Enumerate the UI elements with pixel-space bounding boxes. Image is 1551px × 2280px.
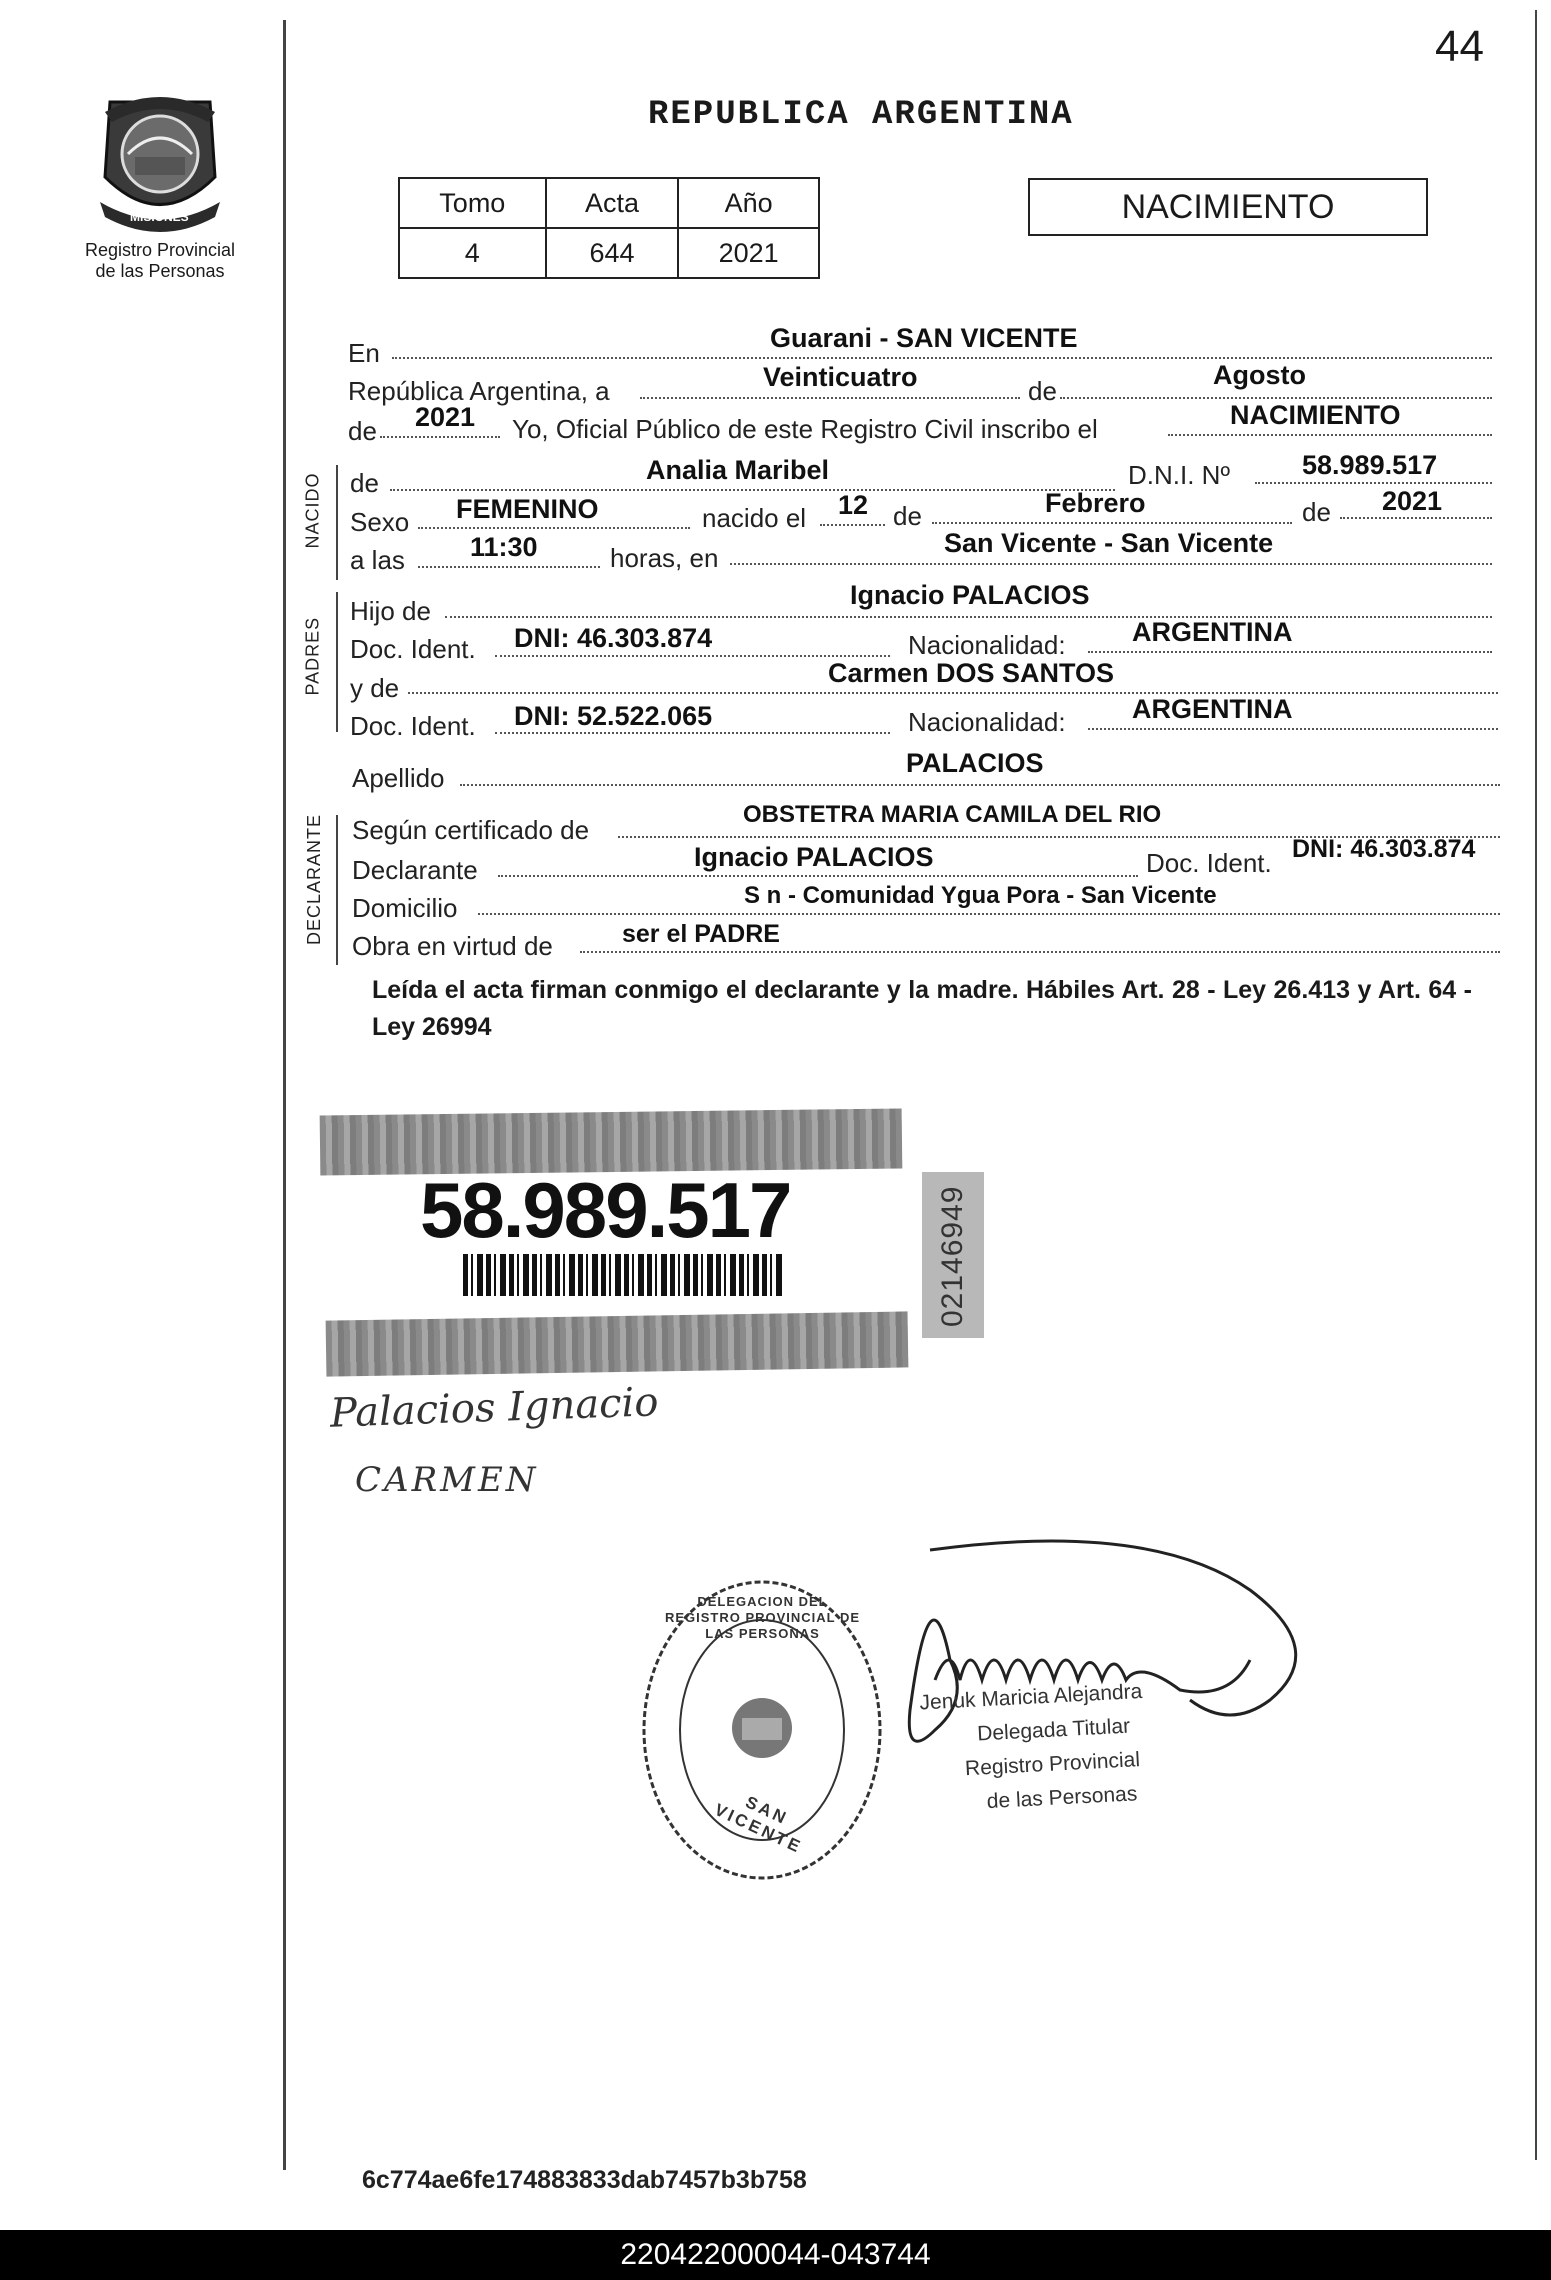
anio-header: Año [678,178,819,228]
obra-label: Obra en virtud de [352,931,553,961]
time-value: 11:30 [470,532,538,562]
dotted-line [498,875,1138,877]
document-hash: 6c774ae6fe174883833dab7457b3b758 [362,2166,807,2194]
logo-top-text: PROVINCIA DE [125,88,205,100]
dotted-line [1340,517,1492,519]
official-name-block [919,1666,1326,1823]
sticker-bottom-band [326,1311,909,1376]
mother-nac-value: ARGENTINA [1132,694,1293,724]
official-office-line-1: Registro Provincial [964,1748,1141,1781]
obra-value: ser el PADRE [622,920,780,948]
misiones-logo [90,82,230,232]
declarante-label: Declarante [352,855,478,885]
dotted-line [460,784,1500,786]
right-margin-line [1535,10,1537,2160]
dotted-line [495,732,890,734]
sticker-barcode [463,1254,785,1296]
nacido-section-label: NACIDO [302,472,323,549]
cert-value: OBSTETRA MARIA CAMILA DEL RIO [743,801,1162,828]
dotted-line [1255,482,1492,484]
dotted-line [932,522,1292,524]
dotted-line [730,563,1492,565]
de-label: de [893,501,922,531]
dotted-line [1088,651,1492,653]
anio-value: 2021 [678,228,819,278]
padres-section-label: PADRES [302,616,323,696]
nacido-bracket [336,465,338,580]
dotted-line [1168,434,1492,436]
de-label: de [1028,376,1057,406]
closing-text: Leída el acta firman conmigo el declarante y la madre. Hábiles Art. 28 - Ley 26.413 y Art. 64 - Ley 26994 [372,976,1472,1041]
sexo-label: Sexo [350,507,410,537]
logo-bottom-text: MISIONES [130,210,189,224]
official-title: Delegada Titular [976,1714,1131,1746]
domicilio-label: Domicilio [352,893,458,923]
cert-label: Según certificado de [352,815,590,845]
official-stamp [640,1578,885,1883]
declarante-value: Ignacio PALACIOS [694,842,934,872]
dotted-line [495,655,890,657]
logo-caption [50,240,270,282]
birth-month-value: Febrero [1045,488,1146,518]
declarante-bracket [336,815,338,965]
day-value: Veinticuatro [763,362,918,392]
footer-bar [0,2230,1551,2280]
sexo-value: FEMENINO [456,494,599,524]
y-de-label: y de [350,673,400,703]
dni-label: D.N.I. Nº [1128,460,1230,490]
stamp-outer-text: DELEGACION DEL REGISTRO PROVINCIAL DE LAS PERSONAS [664,1594,861,1641]
dotted-line [640,397,1020,399]
apellido-label: Apellido [352,763,445,793]
mother-nac-label: Nacionalidad: [908,707,1066,737]
sticker-side-code: 02146949 [936,1185,969,1327]
en-value: Guarani - SAN VICENTE [770,323,1078,353]
horas-label: horas, en [610,543,719,573]
oficial-text: Yo, Oficial Público de este Registro Civil inscribo el [512,414,1098,444]
dni-value: 58.989.517 [1302,450,1438,480]
father-doc-value: DNI: 46.303.874 [514,623,713,653]
dotted-line [580,951,1500,953]
father-nac-value: ARGENTINA [1132,617,1293,647]
mother-signature: CARMEN [355,1460,539,1500]
acta-value: 644 [546,228,679,278]
birth-day-value: 12 [838,490,869,520]
sticker-number: 58.989.517 [420,1166,791,1254]
birth-place-value: San Vicente - San Vicente [944,528,1274,558]
acta-header: Acta [546,178,679,228]
stamp-inner-text: SAN VICENTE [711,1792,806,1858]
record-type-box: NACIMIENTO [1028,178,1428,236]
declarante-doc-label: Doc. Ident. [1146,848,1272,878]
footer-code: 220422000044-043744 [620,2238,931,2271]
padres-bracket [336,592,338,732]
declarante-doc-value: DNI: 46.303.874 [1292,835,1476,863]
child-name-value: Analia Maribel [646,455,830,485]
month-value: Agosto [1213,360,1306,390]
mother-doc-label: Doc. Ident. [350,711,476,741]
nacido-el-label: nacido el [702,503,807,533]
a-las-label: a las [350,545,405,575]
en-label: En [348,338,380,368]
dotted-line [392,357,1492,359]
dotted-line [478,913,1500,915]
tomo-header: Tomo [399,178,546,228]
dotted-line [418,566,600,568]
logo-caption-line-2: de las Personas [95,261,225,281]
page-number: 44 [1435,22,1484,71]
logo-caption-line-1: Registro Provincial [84,240,236,260]
father-signature: Palacios Ignacio [329,1379,660,1437]
hijo-label: Hijo de [350,596,431,626]
republica-label: República Argentina, a [348,376,610,406]
father-nac-label: Nacionalidad: [908,630,1066,660]
official-name: Jenuk Maricia Alejandra [918,1679,1143,1715]
dotted-line [1060,397,1492,399]
acta-table [398,177,820,279]
mother-doc-value: DNI: 52.522.065 [514,701,713,731]
dotted-line [820,524,885,526]
year-value: 2021 [415,402,476,432]
left-margin-line [283,20,286,2170]
de-label: de [1302,497,1331,527]
domicilio-value: S n - Comunidad Ygua Pora - San Vicente [744,882,1217,909]
dotted-line [418,527,690,529]
inscribo-value: NACIMIENTO [1230,400,1401,430]
mother-name-value: Carmen DOS SANTOS [828,658,1115,688]
dotted-line [408,692,1498,694]
country-title: REPUBLICA ARGENTINA [648,96,1074,134]
father-name-value: Ignacio PALACIOS [850,580,1090,610]
apellido-value: PALACIOS [906,748,1044,778]
dotted-line [445,616,1492,618]
dotted-line [390,489,1115,491]
dotted-line [1088,728,1498,730]
de2-label: de [348,416,377,446]
dotted-line [380,436,500,438]
father-doc-label: Doc. Ident. [350,634,476,664]
birth-year-value: 2021 [1382,486,1443,516]
nacido-de-label: de [350,468,379,498]
tomo-value: 4 [399,228,546,278]
declarante-section-label: DECLARANTE [304,813,324,945]
official-office-line-2: de las Personas [986,1782,1138,1814]
